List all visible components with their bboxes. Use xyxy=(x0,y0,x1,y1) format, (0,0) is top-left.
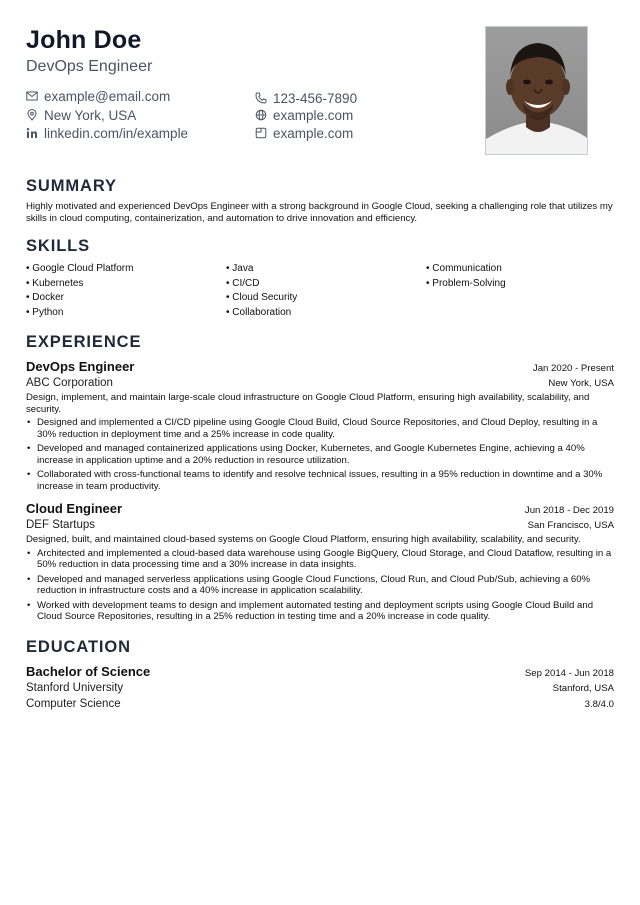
candidate-role: DevOps Engineer xyxy=(26,58,153,75)
summary-text: Highly motivated and experienced DevOps Engineer with a strong background in Google Cloud, seeking a challenging role that utilizes my skills in cloud computing, containerization, and automation to drive innovation and efficiency. xyxy=(26,201,613,224)
achievement-item: • Developed and managed containerized applications using Docker, Kubernetes, and Google Kubernetes Engine, achieving a 40% increase in application uptime and a 20% reduction in resource utilization. xyxy=(26,443,614,466)
education-entry xyxy=(26,663,614,712)
contact-info xyxy=(26,87,614,143)
linkedin-icon xyxy=(26,127,38,139)
skill-item-empty xyxy=(426,292,614,304)
contact-website[interactable] xyxy=(255,106,353,124)
skill-item: • Communication xyxy=(426,263,502,274)
achievement-item: • Designed and implemented a CI/CD pipeline using Google Cloud Build, Cloud Source Repositories, and Cloud Deploy, resulting in a 30% reduction in deployment time and a 25% increase in code quality. xyxy=(26,417,614,440)
contact-location xyxy=(26,106,136,124)
job-title: DevOps Engineer xyxy=(26,359,135,374)
job-company: DEF Startups xyxy=(26,519,96,531)
skill-item: • Google Cloud Platform xyxy=(26,263,134,274)
phone-text: 123-456-7890 xyxy=(273,90,358,106)
school: Stanford University xyxy=(26,681,124,694)
contact-email[interactable] xyxy=(26,87,170,105)
job-entry xyxy=(26,500,614,623)
candidate-name: John Doe xyxy=(26,26,142,54)
education-dates: Sep 2014 - Jun 2018 xyxy=(524,667,614,679)
portfolio-icon xyxy=(255,127,267,139)
degree: Bachelor of Science xyxy=(26,663,151,679)
job-dates: Jan 2020 - Present xyxy=(532,363,614,374)
job-company: ABC Corporation xyxy=(26,377,113,389)
skill-item: • CI/CD xyxy=(226,277,260,289)
education-heading: EDUCATION xyxy=(26,637,131,656)
job-location: San Francisco, USA xyxy=(527,520,614,531)
location-pin-icon xyxy=(26,109,38,121)
experience-section xyxy=(26,332,614,623)
skill-item: • Java xyxy=(226,263,254,274)
education-section xyxy=(26,637,614,712)
skill-item: • Collaboration xyxy=(226,306,292,318)
skill-item: • Cloud Security xyxy=(226,292,298,303)
job-entry xyxy=(26,358,614,492)
location-text: New York, USA xyxy=(44,107,137,123)
linkedin-text: linkedin.com/in/example xyxy=(44,125,189,141)
skills-heading: SKILLS xyxy=(26,237,91,255)
contact-portfolio[interactable] xyxy=(255,124,353,142)
job-description: Design, implement, and maintain large-scale cloud infrastructure on Google Cloud Platform, ensuring high availability, scalability, and security. xyxy=(26,392,590,415)
job-achievements xyxy=(26,417,614,492)
phone-icon xyxy=(255,92,267,104)
gpa: 3.8/4.0 xyxy=(584,698,614,710)
experience-heading: EXPERIENCE xyxy=(26,333,142,351)
job-achievements xyxy=(26,548,614,623)
email-text: example@email.com xyxy=(44,88,171,104)
skills-section xyxy=(26,236,614,318)
skill-item: • Python xyxy=(26,306,64,318)
school-location: Stanford, USA xyxy=(552,682,614,694)
skill-item: • Problem-Solving xyxy=(426,277,506,289)
summary-section xyxy=(26,176,614,224)
skill-item: • Kubernetes xyxy=(26,277,84,289)
job-dates: Jun 2018 - Dec 2019 xyxy=(524,505,614,516)
achievement-item: • Developed and managed serverless applications using Google Cloud Functions, Cloud Run, and Cloud Pub/Sub, achieving a 60% reduction in infrastructure costs and a 40% increase in application scalability. xyxy=(26,574,614,597)
job-description: Designed, built, and maintained cloud-based systems on Google Cloud Platform, ensuring high availability, scalability, and security. xyxy=(26,534,581,545)
globe-icon xyxy=(255,109,267,121)
skills-list xyxy=(26,263,614,318)
contact-phone[interactable] xyxy=(255,89,357,107)
resume-page xyxy=(26,24,614,712)
achievement-item: • Architected and implemented a cloud-based data warehouse using Google BigQuery, Cloud Storage, and Cloud Dataflow, resulting in a 50% reduction in data processing time and a 30% increase in data insights. xyxy=(26,548,614,571)
skill-item: • Docker xyxy=(26,292,64,303)
job-location: New York, USA xyxy=(548,378,614,389)
achievement-item: • Collaborated with cross-functional teams to identify and resolve technical issues, resulting in a 95% reduction in downtime and a 30% increase in team productivity. xyxy=(26,469,614,492)
portfolio-text: example.com xyxy=(273,125,354,141)
achievement-item: • Worked with development teams to design and implement automated testing and deployment scripts using Google Cloud Build and Cloud Source Repositories, resulting in a 25% reduction in testing time and a 20% increase in code quality. xyxy=(26,600,614,623)
summary-heading: SUMMARY xyxy=(26,177,117,195)
field-of-study: Computer Science xyxy=(26,697,121,710)
website-text: example.com xyxy=(273,107,354,123)
mail-icon xyxy=(26,90,38,102)
job-title: Cloud Engineer xyxy=(26,501,123,516)
contact-linkedin[interactable] xyxy=(26,124,188,142)
